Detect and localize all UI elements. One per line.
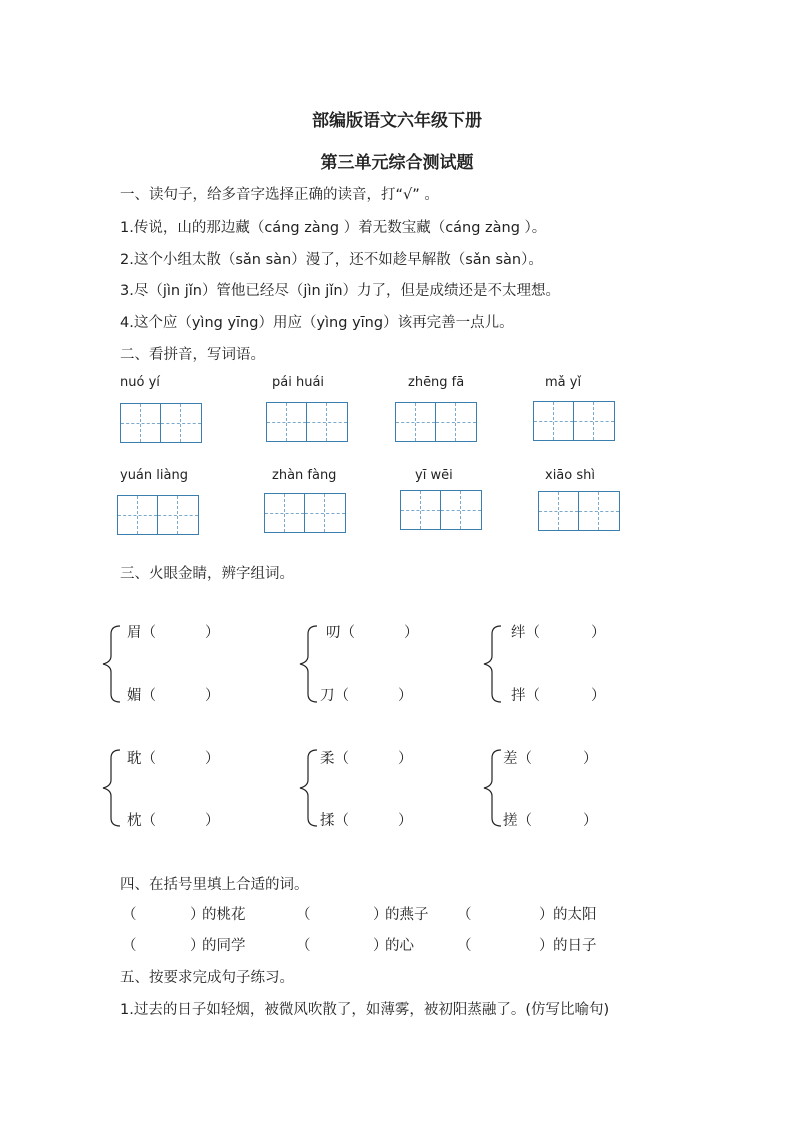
paren-close: ） [583,813,598,829]
char-pair-bottom: 媚（ [127,688,156,704]
fill-blank-phrase: 的桃花 [202,907,246,923]
brace-icon [100,748,122,828]
pinyin-label: yī wēi [415,468,453,483]
paren-close: ） [539,938,554,954]
brace-icon [481,624,503,704]
writing-grid[interactable] [264,493,346,533]
char-pair-top: 耽（ [127,751,156,767]
paren-close: ） [539,907,554,923]
paren-open: （ [296,938,311,954]
char-pair-top: 眉（ [127,625,156,641]
fill-blank-phrase: 的太阳 [553,907,597,923]
paren-close: ） [373,907,388,923]
pinyin-label: mǎ yǐ [545,375,582,390]
char-pair-bottom: 搓（ [503,813,532,829]
paren-close: ） [190,938,205,954]
paren-close: ） [398,751,413,767]
brace-icon [297,624,319,704]
paren-close: ） [205,813,220,829]
paren-close: ） [591,688,606,704]
fill-blank-phrase: 的心 [385,938,414,954]
char-pair-bottom: 揉（ [320,813,349,829]
page-title: 部编版语文六年级下册 [312,111,482,131]
section1-item-4: 4.这个应（yìng yīng）用应（yìng yīng）该再完善一点儿。 [120,315,514,331]
paren-open: （ [457,938,472,954]
section1-item-1: 1.传说，山的那边藏（cáng zàng ）着无数宝藏（cáng zàng ）。 [120,220,547,236]
paren-open: （ [122,907,137,923]
section5-heading: 五、按要求完成句子练习。 [120,970,294,986]
pinyin-label: nuó yí [120,375,160,390]
writing-grid[interactable] [533,401,615,441]
char-pair-top: 差（ [503,751,532,767]
paren-close: ） [404,625,419,641]
section5-item-1: 1.过去的日子如轻烟，被微风吹散了，如薄雾，被初阳蒸融了。(仿写比喻句) [120,1002,610,1018]
section1-item-2: 2.这个小组太散（sǎn sàn）漫了，还不如趁早解散（sǎn sàn）。 [120,252,543,268]
section1-heading: 一、读句子，给多音字选择正确的读音，打“√” 。 [120,187,439,203]
brace-icon [481,748,503,828]
pinyin-label: pái huái [272,375,325,390]
fill-blank-phrase: 的同学 [202,938,246,954]
paren-close: ） [205,751,220,767]
section4-heading: 四、在括号里填上合适的词。 [120,877,309,893]
writing-grid[interactable] [117,495,199,535]
char-pair-bottom: 拌（ [511,688,540,704]
writing-grid[interactable] [400,490,482,530]
pinyin-label: yuán liàng [120,468,188,483]
paren-close: ） [398,688,413,704]
section2-heading: 二、看拼音，写词语。 [120,347,265,363]
pinyin-label: zhàn fàng [272,468,337,483]
paren-open: （ [457,907,472,923]
paren-open: （ [122,938,137,954]
page-subtitle: 第三单元综合测试题 [320,153,474,173]
paren-close: ） [190,907,205,923]
paren-close: ） [591,625,606,641]
char-pair-bottom: 枕（ [127,813,156,829]
writing-grid[interactable] [395,402,477,442]
writing-grid[interactable] [538,491,620,531]
writing-grid[interactable] [120,403,202,443]
char-pair-top: 绊（ [511,625,540,641]
char-pair-top: 叨（ [326,625,355,641]
char-pair-top: 柔（ [320,751,349,767]
paren-close: ） [398,813,413,829]
section3-heading: 三、火眼金睛，辨字组词。 [120,566,294,582]
paren-close: ） [373,938,388,954]
paren-close: ） [205,625,220,641]
paren-close: ） [583,751,598,767]
brace-icon [297,748,319,828]
fill-blank-phrase: 的日子 [553,938,597,954]
writing-grid[interactable] [266,402,348,442]
brace-icon [100,624,122,704]
fill-blank-phrase: 的燕子 [385,907,429,923]
section1-item-3: 3.尽（jìn jǐn）管他已经尽（jìn jǐn）力了，但是成绩还是不太理想。 [120,283,561,299]
pinyin-label: zhēng fā [408,375,465,390]
char-pair-bottom: 刀（ [320,688,349,704]
paren-open: （ [296,907,311,923]
pinyin-label: xiāo shì [545,468,595,483]
paren-close: ） [205,688,220,704]
